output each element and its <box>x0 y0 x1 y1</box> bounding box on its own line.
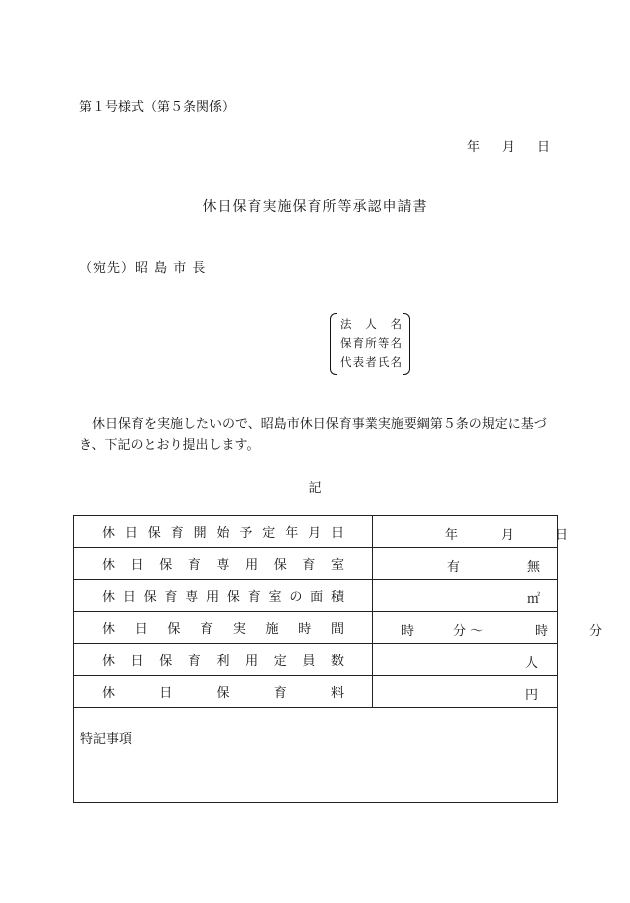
dedicated-room-label: 休日保育専用保育室 <box>102 558 344 573</box>
capacity-unit: 人 <box>525 656 539 671</box>
ki-label: 記 <box>308 481 322 496</box>
room-area-value[interactable] <box>373 580 558 612</box>
fee-value[interactable] <box>373 676 558 708</box>
notes-label: 特記事項 <box>80 732 133 747</box>
room-area-label: 休日保育専用保育室の面積 <box>102 590 344 605</box>
start-minute-unit: 分 ～ <box>453 624 484 639</box>
end-minute-unit: 分 <box>589 624 603 639</box>
start-hour-unit: 時 <box>401 624 415 639</box>
capacity-label: 休日保育利用定員数 <box>102 654 344 669</box>
table-row <box>74 580 558 612</box>
notes-box[interactable] <box>73 707 558 803</box>
body-text: 休日保育を実施したいので、昭島市休日保育事業実施要綱第５条の規定に基づき、下記のとおり提出します。 <box>79 417 547 453</box>
area-unit: ㎡ <box>527 592 541 607</box>
date-year: 年 <box>466 140 480 155</box>
fee-unit: 円 <box>525 688 539 703</box>
end-hour-unit: 時 <box>535 624 549 639</box>
table-row <box>74 612 558 644</box>
page-title: 休日保育実施保育所等承認申請書 <box>202 199 428 215</box>
right-bracket <box>403 313 410 375</box>
date-line <box>467 136 550 155</box>
start-month-unit: 月 <box>501 528 515 543</box>
hours-value[interactable] <box>373 612 603 644</box>
start-date-value[interactable] <box>373 516 569 548</box>
info-table <box>73 515 603 708</box>
applicant-block <box>330 313 410 375</box>
start-day-unit: 日 <box>555 528 569 543</box>
room-no-option[interactable]: 無 <box>527 560 541 575</box>
facility-name-label: 保育所等名 <box>340 336 402 350</box>
start-year-unit: 年 <box>445 528 459 543</box>
fee-label: 休日保育料 <box>102 686 344 701</box>
addressee: （宛先）昭 島 市 長 <box>79 261 207 276</box>
capacity-value[interactable] <box>373 644 558 676</box>
form-number: 第１号様式（第５条関係） <box>79 100 236 115</box>
table-row <box>74 644 558 676</box>
room-yes-option[interactable]: 有 <box>447 560 461 575</box>
date-day: 日 <box>536 140 550 155</box>
dedicated-room-value[interactable] <box>373 548 558 580</box>
date-month: 月 <box>501 140 515 155</box>
corporation-name-label: 法 人 名 <box>340 317 402 331</box>
start-date-label: 休日保育開始予定年月日 <box>102 526 344 541</box>
hours-label: 休日保育実施時間 <box>102 622 344 637</box>
table-row <box>74 516 558 548</box>
table-row <box>74 676 558 708</box>
representative-name-label: 代表者氏名 <box>340 355 402 369</box>
table-row <box>74 548 558 580</box>
left-bracket <box>330 313 337 375</box>
